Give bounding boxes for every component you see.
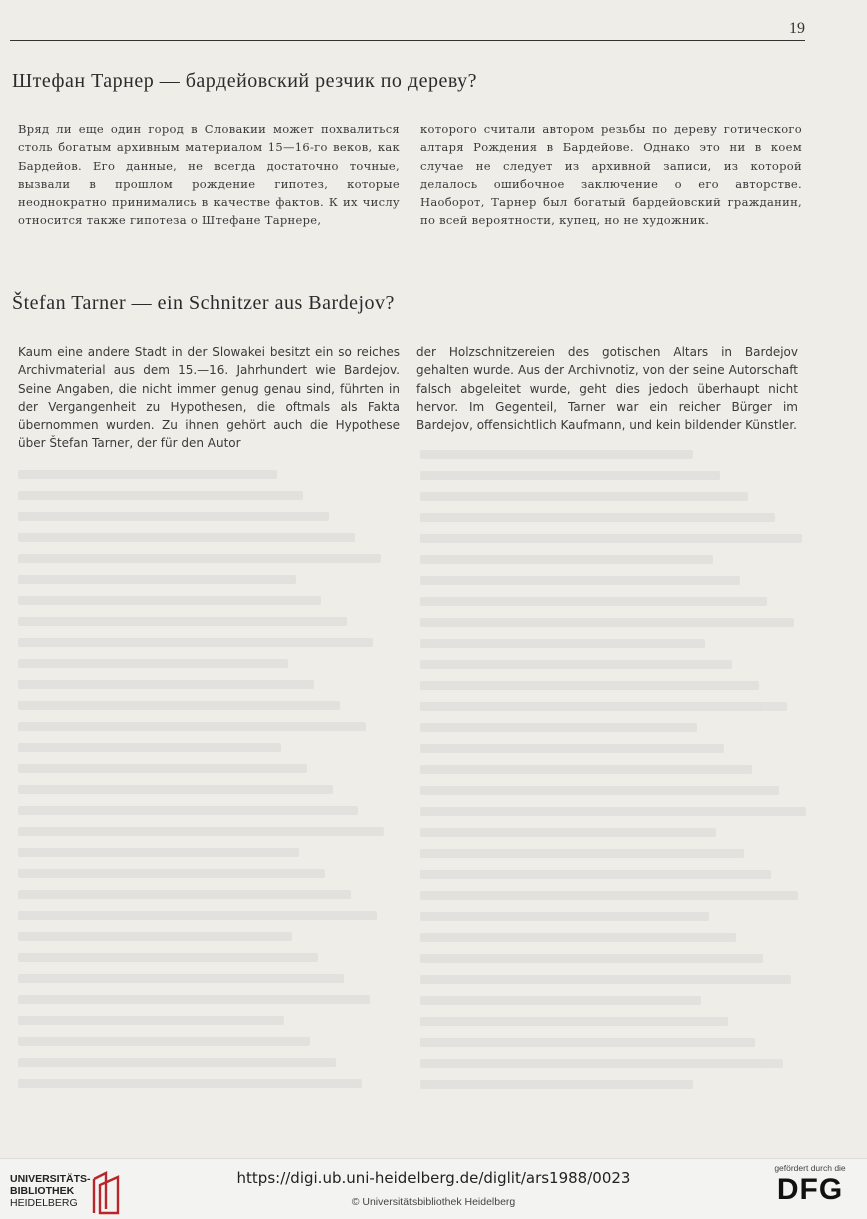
bleed-through-line [18, 827, 384, 836]
bleed-through-line [18, 1016, 284, 1025]
bleed-through-line [18, 722, 366, 731]
bleed-through-line [420, 702, 787, 711]
bleed-through-line [18, 806, 358, 815]
bleed-through-line [420, 849, 744, 858]
library-name-line2: BIBLIOTHEK [10, 1185, 75, 1197]
german-paragraph-right: der Holzschnitzereien des gotischen Altars in Bardejov gehalten wurde. Aus der Archivnotiz, von der seine Autorschaft falsch abgeleitet wurde, geht dies jedoch überhaupt nicht hervor. Im Gegenteil, Tarner war ein reicher Bürger im Bardejov, offensichtlich Kaufmann, und kein bildender Künstler. [416, 345, 798, 433]
bleed-through-line [420, 744, 724, 753]
bleed-through-line [420, 933, 736, 942]
bleed-through-line [420, 1059, 783, 1068]
bleed-through-line [18, 911, 377, 920]
bleed-through-line [420, 870, 771, 879]
bleed-through-line [420, 786, 779, 795]
bleed-through-line [18, 785, 333, 794]
bleed-through-line [420, 597, 767, 606]
bleed-through-line [18, 932, 292, 941]
russian-article-title: Штефан Тарнер — бардейовский резчик по дереву? [12, 70, 477, 92]
german-article-title: Štefan Tarner — ein Schnitzer aus Bardejov? [12, 292, 395, 314]
bleed-through-line [420, 1017, 728, 1026]
bleed-through-line [18, 638, 373, 647]
bleed-through-line [420, 765, 752, 774]
russian-paragraph-right: которого считали автором резьбы по дереву готического алтаря Рождения в Бардейове. Однако это ни в коем случае не следует из архивной записи, из которой делалось ошибочное заключение о его авторстве. Наоборот, Тарнер был богатый бардейовский гражданин, по всей вероятности, купец, но не художник. [420, 122, 802, 228]
bleed-through-line [18, 848, 299, 857]
permalink-text[interactable]: https://digi.ub.uni-heidelberg.de/diglit/ars1988/0023 [236, 1169, 631, 1187]
bleed-through-line [18, 1079, 362, 1088]
bleed-through-line [420, 828, 716, 837]
russian-paragraph-left: Вряд ли еще один город в Словакии может похвалиться столь богатым архивным материалом 15—16-го веков, как Бардейов. Его данные, не всегда достаточно точные, вызвали в прошлом рождение гипотез, которые неоднократно принимались в качестве фактов. К их числу относится также гипотеза о Штефане Тарнере, [18, 122, 400, 228]
bleed-through-line [18, 575, 296, 584]
viewer-footer [0, 1158, 867, 1219]
bleed-through-line [18, 743, 281, 752]
library-name-line3: HEIDELBERG [10, 1197, 78, 1209]
bleed-through-text-left [18, 470, 388, 1110]
permalink-url[interactable] [0, 1169, 867, 1187]
german-text-left-column [18, 343, 400, 453]
german-paragraph-left: Kaum eine andere Stadt in der Slowakei besitzt ein so reiches Archivmaterial aus dem 15.—16. Jahrhundert wie Bardejov. Seine Angaben, die nicht immer genug genau sind, führten in der Vergangenheit zu Hypothesen, die oftmals als Fakta übernommen wurden. Zu ihnen gehört auch die Hypothese über Štefan Tarner, der für den Autor [18, 345, 400, 451]
page-number: 19 [789, 20, 805, 37]
german-text-right-column [416, 343, 798, 434]
bleed-through-line [18, 533, 355, 542]
bleed-through-line [18, 974, 344, 983]
bleed-through-line [18, 1037, 310, 1046]
bleed-through-line [18, 617, 347, 626]
russian-text-left-column [18, 120, 400, 230]
bleed-through-line [420, 639, 705, 648]
bleed-through-line [420, 618, 794, 627]
bleed-through-line [18, 659, 288, 668]
bleed-through-line [420, 807, 806, 816]
bleed-through-line [420, 450, 693, 459]
bleed-through-line [18, 554, 381, 563]
bleed-through-line [18, 1058, 336, 1067]
bleed-through-line [420, 891, 798, 900]
bleed-through-line [18, 470, 277, 479]
bleed-through-line [18, 764, 307, 773]
bleed-through-line [420, 513, 775, 522]
dfg-funder-logo[interactable] [765, 1163, 855, 1207]
bleed-through-line [18, 680, 314, 689]
bleed-through-line [420, 996, 701, 1005]
bleed-through-line [420, 492, 748, 501]
bleed-through-text-right [420, 450, 810, 1090]
russian-text-right-column [420, 120, 802, 230]
bleed-through-line [420, 576, 740, 585]
bleed-through-line [18, 890, 351, 899]
header-rule [10, 40, 805, 41]
bleed-through-line [18, 596, 321, 605]
bleed-through-line [18, 953, 318, 962]
library-name-line1: UNIVERSITÄTS- [10, 1173, 91, 1185]
bleed-through-line [18, 491, 303, 500]
bleed-through-line [18, 869, 325, 878]
bleed-through-line [420, 660, 732, 669]
funded-by-label: gefördert durch die [774, 1163, 846, 1173]
bleed-through-line [420, 1038, 755, 1047]
bleed-through-line [18, 512, 329, 521]
bleed-through-line [420, 723, 697, 732]
bleed-through-line [420, 534, 802, 543]
bleed-through-line [420, 975, 791, 984]
bleed-through-line [420, 471, 720, 480]
bleed-through-line [420, 1080, 693, 1089]
dfg-logo-text: DFG [776, 1173, 844, 1206]
bleed-through-line [18, 701, 340, 710]
bleed-through-line [18, 995, 370, 1004]
bleed-through-line [420, 681, 759, 690]
bleed-through-line [420, 912, 709, 921]
copyright-notice: © Universitätsbibliothek Heidelberg [351, 1196, 516, 1208]
bleed-through-line [420, 954, 763, 963]
bleed-through-line [420, 555, 713, 564]
